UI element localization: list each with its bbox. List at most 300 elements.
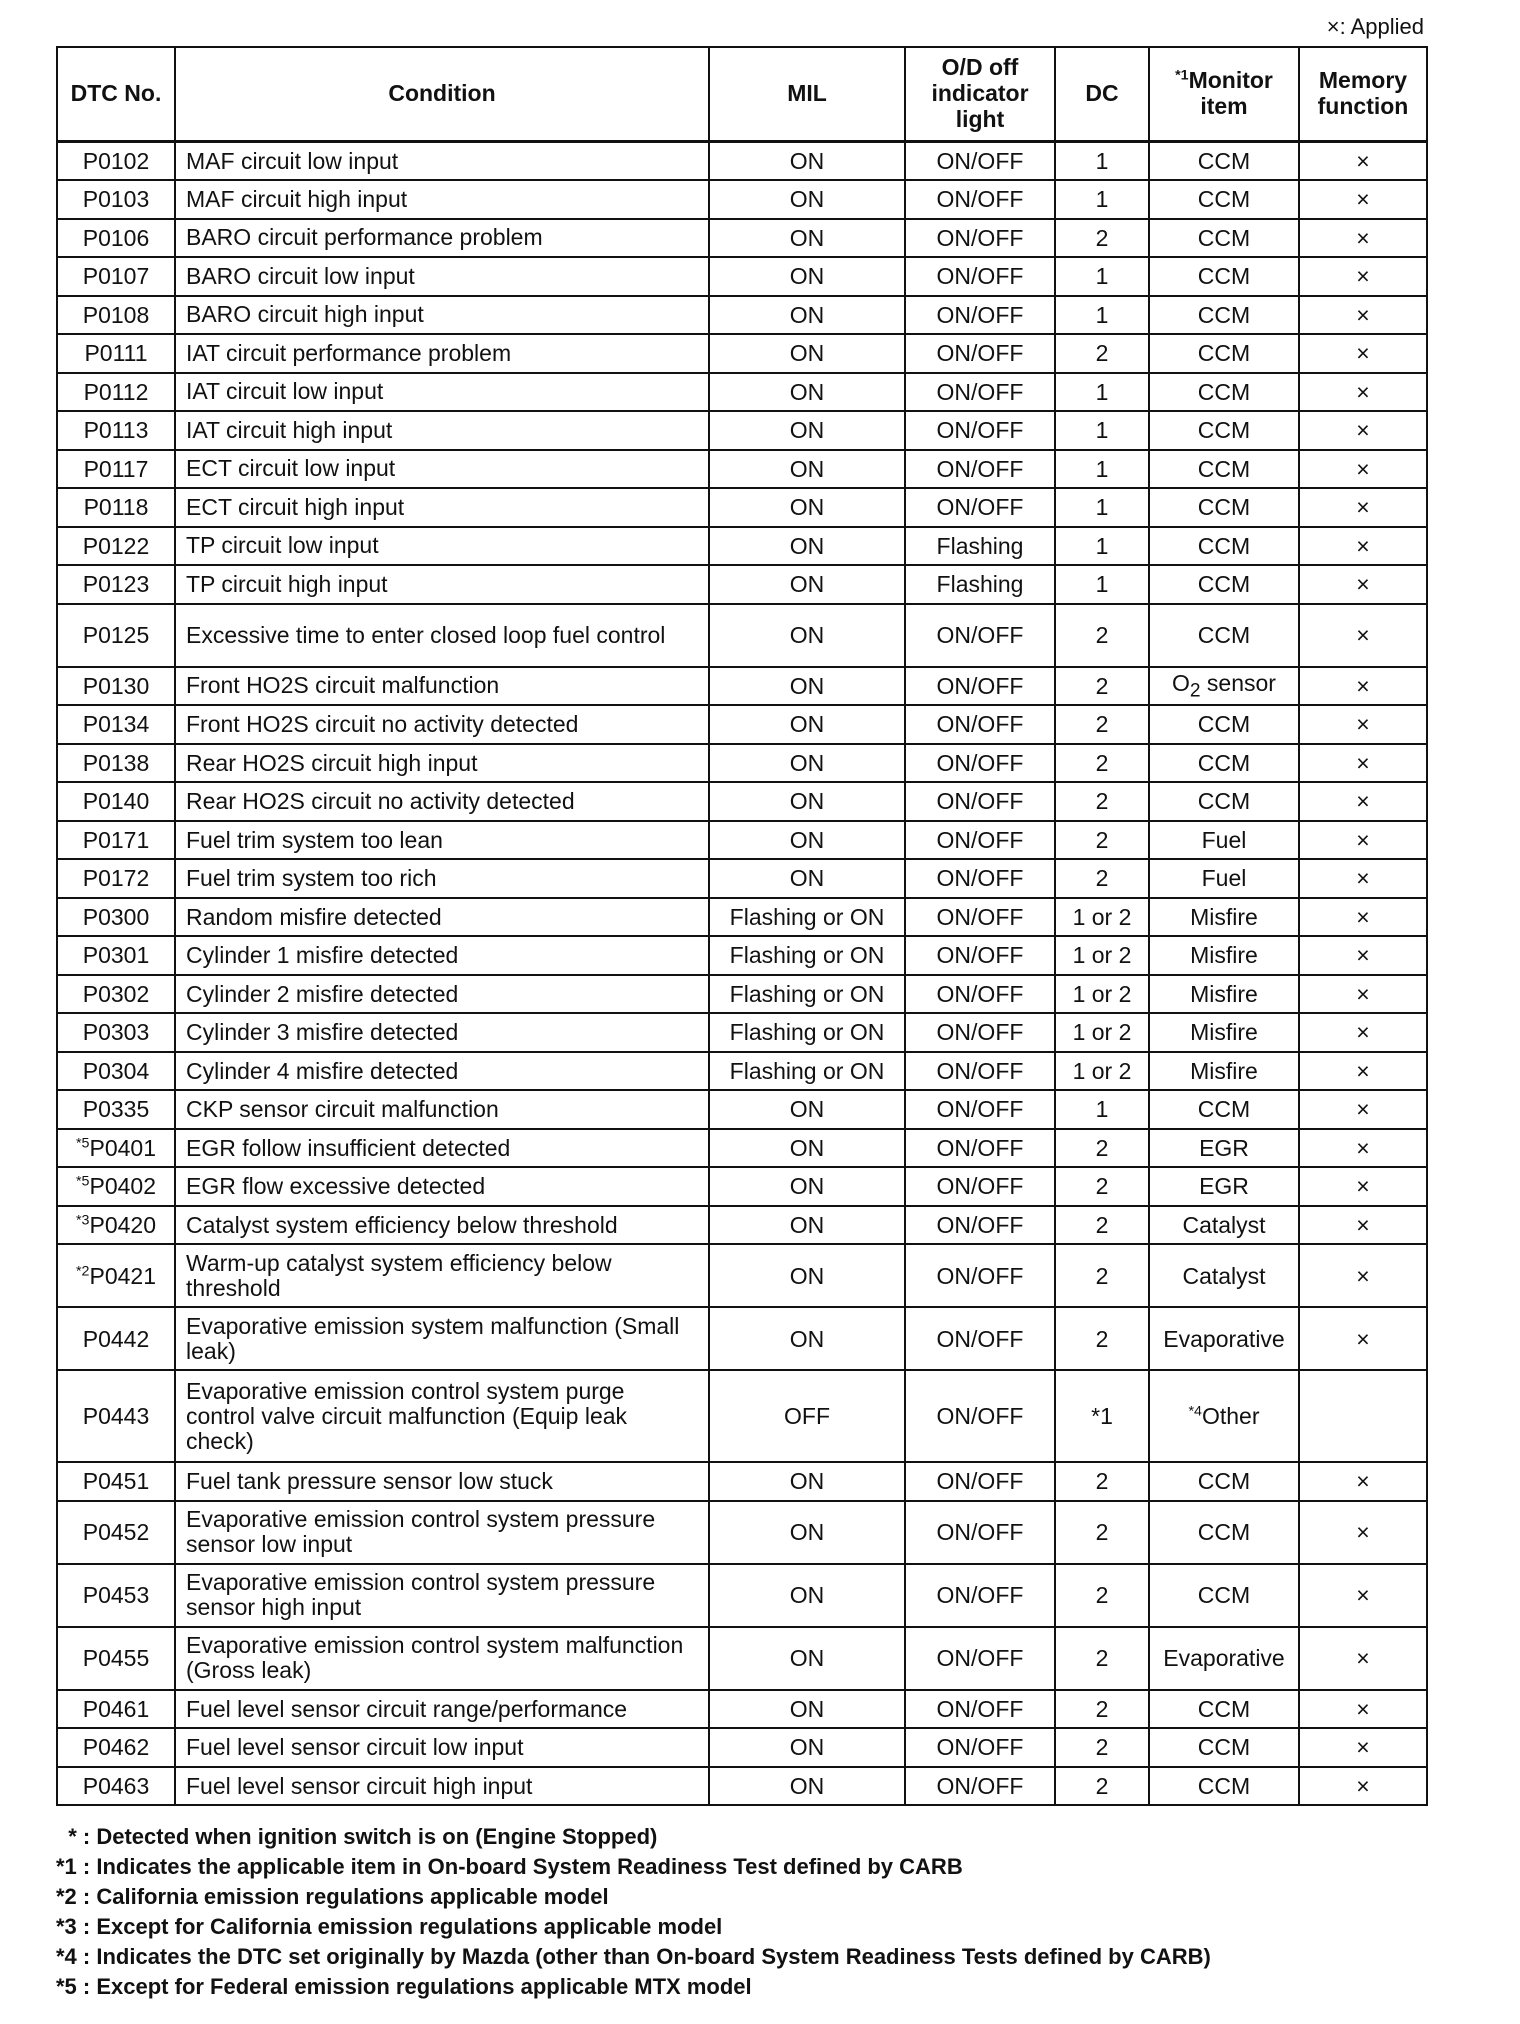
od-light-cell: ON/OFF: [905, 782, 1055, 821]
monitor-text: Evaporative: [1163, 1645, 1285, 1672]
dtc-cell: [57, 975, 175, 1014]
monitor-text: O: [1172, 669, 1190, 696]
memory-cell: ×: [1299, 1090, 1427, 1129]
footnote-key: *4: [56, 1944, 83, 1969]
dtc-cell: [57, 604, 175, 667]
memory-cell: ×: [1299, 1767, 1427, 1806]
monitor-text-suffix: sensor: [1200, 669, 1276, 696]
monitor-cell: [1149, 744, 1299, 783]
memory-cell: ×: [1299, 1627, 1427, 1690]
dtc-code: P0303: [82, 1019, 150, 1046]
table-row: [57, 1244, 1427, 1307]
memory-cell: ×: [1299, 1564, 1427, 1627]
dtc-code: P0122: [82, 532, 150, 559]
condition-cell: Random misfire detected: [175, 898, 709, 937]
memory-cell: ×: [1299, 1462, 1427, 1501]
dc-cell: 2: [1055, 1627, 1149, 1690]
applied-legend: ×: Applied: [1326, 14, 1424, 39]
od-light-cell: ON/OFF: [905, 604, 1055, 667]
dtc-code: P0113: [83, 417, 149, 444]
table-row: [57, 744, 1427, 783]
memory-cell: ×: [1299, 744, 1427, 783]
header-monitor-mark: *1: [1175, 67, 1189, 84]
mil-cell: ON: [709, 744, 905, 783]
memory-cell: ×: [1299, 1206, 1427, 1245]
memory-cell: ×: [1299, 1244, 1427, 1307]
dtc-cell: [57, 1728, 175, 1767]
dc-cell: 1 or 2: [1055, 975, 1149, 1014]
dtc-footnote-mark: *3: [76, 1212, 90, 1229]
footnote-line: [56, 1972, 1211, 2002]
od-light-cell: ON/OFF: [905, 1370, 1055, 1462]
monitor-text: Other: [1201, 1403, 1260, 1430]
condition-cell: Fuel level sensor circuit high input: [175, 1767, 709, 1806]
memory-cell: ×: [1299, 257, 1427, 296]
dtc-cell: [57, 1690, 175, 1729]
monitor-cell: [1149, 219, 1299, 258]
dc-cell: 2: [1055, 1307, 1149, 1370]
monitor-cell: [1149, 1370, 1299, 1462]
monitor-text: Fuel: [1201, 826, 1247, 853]
dtc-cell: [57, 219, 175, 258]
dtc-cell: [57, 744, 175, 783]
memory-cell: ×: [1299, 488, 1427, 527]
table-row: [57, 527, 1427, 566]
dtc-cell: [57, 565, 175, 604]
mil-cell: ON: [709, 1728, 905, 1767]
memory-cell: ×: [1299, 373, 1427, 412]
memory-cell: ×: [1299, 667, 1427, 706]
dtc-code: P0452: [82, 1519, 150, 1546]
memory-cell: ×: [1299, 1013, 1427, 1052]
monitor-text: CCM: [1197, 301, 1251, 328]
table-row: [57, 565, 1427, 604]
mil-cell: Flashing or ON: [709, 898, 905, 937]
table-row: [57, 705, 1427, 744]
dtc-cell: [57, 411, 175, 450]
table-row: [57, 450, 1427, 489]
mil-cell: ON: [709, 859, 905, 898]
condition-cell: BARO circuit performance problem: [175, 219, 709, 258]
monitor-text: CCM: [1197, 1772, 1251, 1799]
memory-cell: ×: [1299, 898, 1427, 937]
condition-cell: Cylinder 3 misfire detected: [175, 1013, 709, 1052]
od-light-cell: ON/OFF: [905, 1206, 1055, 1245]
footnote-line: [56, 1882, 1211, 1912]
table-row: [57, 821, 1427, 860]
mil-cell: ON: [709, 1167, 905, 1206]
monitor-cell: [1149, 821, 1299, 860]
monitor-cell: [1149, 1090, 1299, 1129]
od-light-cell: ON/OFF: [905, 744, 1055, 783]
mil-cell: ON: [709, 1206, 905, 1245]
od-light-cell: ON/OFF: [905, 1462, 1055, 1501]
dtc-code: P0172: [82, 865, 150, 892]
dtc-code: P0451: [82, 1468, 150, 1495]
footnote-line: [56, 1912, 1211, 1942]
monitor-text: CCM: [1197, 455, 1251, 482]
monitor-cell: [1149, 1564, 1299, 1627]
monitor-cell: [1149, 1307, 1299, 1370]
mil-cell: ON: [709, 373, 905, 412]
dc-cell: 2: [1055, 1206, 1149, 1245]
dtc-code: P0401: [89, 1134, 156, 1161]
monitor-cell: [1149, 1244, 1299, 1307]
dc-cell: 2: [1055, 859, 1149, 898]
monitor-cell: [1149, 1462, 1299, 1501]
monitor-cell: [1149, 604, 1299, 667]
monitor-text: Misfire: [1190, 942, 1258, 969]
mil-cell: ON: [709, 1244, 905, 1307]
condition-cell: Fuel trim system too rich: [175, 859, 709, 898]
dtc-cell: [57, 1129, 175, 1168]
monitor-text: CCM: [1197, 494, 1251, 521]
monitor-text: Catalyst: [1182, 1211, 1266, 1238]
monitor-text: Misfire: [1190, 1057, 1258, 1084]
mil-cell: ON: [709, 219, 905, 258]
monitor-text: CCM: [1197, 378, 1251, 405]
monitor-cell: [1149, 1129, 1299, 1168]
table-row: [57, 975, 1427, 1014]
footnote-key: *3: [56, 1914, 83, 1939]
od-light-cell: ON/OFF: [905, 1767, 1055, 1806]
mil-cell: ON: [709, 565, 905, 604]
dtc-code: P0442: [82, 1325, 150, 1352]
condition-cell: Fuel level sensor circuit low input: [175, 1728, 709, 1767]
monitor-cell: [1149, 782, 1299, 821]
dtc-code: P0302: [82, 980, 150, 1007]
dtc-code: P0461: [82, 1695, 150, 1722]
monitor-text: CCM: [1197, 749, 1251, 776]
memory-cell: ×: [1299, 1052, 1427, 1091]
dc-cell: 1: [1055, 488, 1149, 527]
monitor-text: CCM: [1197, 1519, 1251, 1546]
monitor-text: CCM: [1197, 788, 1251, 815]
monitor-cell: [1149, 373, 1299, 412]
monitor-cell: [1149, 1052, 1299, 1091]
memory-cell: ×: [1299, 1167, 1427, 1206]
od-light-cell: ON/OFF: [905, 898, 1055, 937]
condition-cell: CKP sensor circuit malfunction: [175, 1090, 709, 1129]
mil-cell: ON: [709, 667, 905, 706]
condition-cell: Evaporative emission system malfunction (Small leak): [175, 1307, 709, 1370]
dc-cell: 1 or 2: [1055, 898, 1149, 937]
dtc-cell: [57, 1013, 175, 1052]
monitor-cell: [1149, 257, 1299, 296]
condition-cell: Front HO2S circuit malfunction: [175, 667, 709, 706]
memory-cell: ×: [1299, 565, 1427, 604]
table-row: [57, 1167, 1427, 1206]
table-row: [57, 1627, 1427, 1690]
table-row: [57, 1462, 1427, 1501]
mil-cell: ON: [709, 1090, 905, 1129]
dtc-code: P0108: [82, 301, 150, 328]
dc-cell: 2: [1055, 1564, 1149, 1627]
header-od: O/D off indicator light: [905, 47, 1055, 142]
dtc-code: P0462: [82, 1734, 150, 1761]
header-monitor-label: Monitor item: [1188, 67, 1273, 119]
memory-cell: ×: [1299, 180, 1427, 219]
condition-cell: Evaporative emission control system pressure sensor high input: [175, 1564, 709, 1627]
table-row: [57, 782, 1427, 821]
dtc-cell: [57, 1627, 175, 1690]
condition-cell: Cylinder 4 misfire detected: [175, 1052, 709, 1091]
dtc-cell: [57, 1564, 175, 1627]
dc-cell: 1: [1055, 565, 1149, 604]
dtc-cell: [57, 705, 175, 744]
memory-cell: ×: [1299, 527, 1427, 566]
od-light-cell: Flashing: [905, 527, 1055, 566]
dtc-code: P0125: [82, 621, 150, 648]
monitor-cell: [1149, 334, 1299, 373]
dc-cell: 2: [1055, 705, 1149, 744]
condition-cell: IAT circuit performance problem: [175, 334, 709, 373]
dtc-cell: [57, 1244, 175, 1307]
memory-cell: ×: [1299, 604, 1427, 667]
monitor-text: CCM: [1197, 186, 1251, 213]
footnote-key: *1: [56, 1854, 83, 1879]
dc-cell: 1 or 2: [1055, 1013, 1149, 1052]
condition-cell: TP circuit low input: [175, 527, 709, 566]
dtc-code: P0112: [83, 378, 149, 405]
dc-cell: 2: [1055, 1767, 1149, 1806]
footnote-line: [56, 1852, 1211, 1882]
od-light-cell: ON/OFF: [905, 1690, 1055, 1729]
od-light-cell: ON/OFF: [905, 1052, 1055, 1091]
dc-cell: 1: [1055, 450, 1149, 489]
dtc-cell: [57, 859, 175, 898]
dtc-code: P0420: [89, 1211, 156, 1238]
dtc-code: P0106: [82, 224, 150, 251]
table-row: [57, 1767, 1427, 1806]
monitor-cell: [1149, 667, 1299, 706]
dtc-cell: [57, 1052, 175, 1091]
table-row: [57, 180, 1427, 219]
dtc-cell: [57, 782, 175, 821]
monitor-text: CCM: [1197, 621, 1251, 648]
dtc-cell: [57, 821, 175, 860]
od-light-cell: ON/OFF: [905, 296, 1055, 335]
table-row: [57, 936, 1427, 975]
footnote-text: : Except for California emission regulations applicable model: [82, 1914, 723, 1939]
dtc-code: P0301: [82, 942, 150, 969]
table-row: [57, 219, 1427, 258]
monitor-text: EGR: [1199, 1173, 1249, 1200]
mil-cell: ON: [709, 527, 905, 566]
monitor-text: Evaporative: [1163, 1325, 1285, 1352]
od-light-cell: ON/OFF: [905, 1244, 1055, 1307]
dtc-code: P0171: [82, 826, 150, 853]
monitor-cell: [1149, 411, 1299, 450]
table-row: [57, 334, 1427, 373]
table-row: [57, 257, 1427, 296]
monitor-text: CCM: [1197, 571, 1251, 598]
condition-cell: Cylinder 1 misfire detected: [175, 936, 709, 975]
monitor-cell: [1149, 527, 1299, 566]
od-light-cell: ON/OFF: [905, 1307, 1055, 1370]
dc-cell: 1 or 2: [1055, 936, 1149, 975]
memory-cell: ×: [1299, 296, 1427, 335]
mil-cell: ON: [709, 782, 905, 821]
monitor-cell: [1149, 936, 1299, 975]
dc-cell: 1: [1055, 180, 1149, 219]
dc-cell: 1: [1055, 257, 1149, 296]
memory-cell: ×: [1299, 1690, 1427, 1729]
mil-cell: ON: [709, 450, 905, 489]
dtc-code: P0103: [82, 186, 150, 213]
table-row: [57, 859, 1427, 898]
monitor-text: CCM: [1197, 224, 1251, 251]
dtc-code: P0421: [89, 1262, 156, 1289]
condition-cell: TP circuit high input: [175, 565, 709, 604]
dc-cell: 2: [1055, 744, 1149, 783]
table-row: [57, 1052, 1427, 1091]
dtc-code: P0402: [89, 1173, 156, 1200]
header-mil: MIL: [709, 47, 905, 142]
condition-cell: ECT circuit high input: [175, 488, 709, 527]
memory-cell: ×: [1299, 975, 1427, 1014]
condition-cell: Front HO2S circuit no activity detected: [175, 705, 709, 744]
dtc-cell: [57, 1501, 175, 1564]
monitor-cell: [1149, 1728, 1299, 1767]
dtc-footnote-mark: *5: [76, 1173, 90, 1190]
table-row: [57, 1564, 1427, 1627]
footnote-key: *2: [56, 1884, 83, 1909]
footnotes: [56, 1822, 1211, 2002]
od-light-cell: ON/OFF: [905, 1013, 1055, 1052]
footnote-key: *: [56, 1824, 83, 1849]
header-dtc: DTC No.: [57, 47, 175, 142]
condition-cell: IAT circuit low input: [175, 373, 709, 412]
dc-cell: 1: [1055, 1090, 1149, 1129]
monitor-cell: [1149, 898, 1299, 937]
dtc-cell: [57, 180, 175, 219]
mil-cell: ON: [709, 1129, 905, 1168]
monitor-cell: [1149, 859, 1299, 898]
header-memory: Memory function: [1299, 47, 1427, 142]
dtc-cell: [57, 1206, 175, 1245]
condition-cell: Fuel level sensor circuit range/performance: [175, 1690, 709, 1729]
monitor-cell: [1149, 1627, 1299, 1690]
dc-cell: 2: [1055, 1690, 1149, 1729]
dtc-cell: [57, 667, 175, 706]
dc-cell: 1: [1055, 527, 1149, 566]
condition-cell: EGR follow insufficient detected: [175, 1129, 709, 1168]
table-row: [57, 667, 1427, 706]
dtc-table: [56, 46, 1428, 1806]
footnote-line: [56, 1942, 1211, 1972]
dtc-code: P0140: [82, 788, 150, 815]
dtc-cell: [57, 1370, 175, 1462]
table-row: [57, 411, 1427, 450]
table-row: [57, 373, 1427, 412]
monitor-text: CCM: [1197, 532, 1251, 559]
table-row: [57, 1090, 1427, 1129]
dc-cell: 1: [1055, 411, 1149, 450]
mil-cell: ON: [709, 257, 905, 296]
condition-cell: EGR flow excessive detected: [175, 1167, 709, 1206]
table-body: [57, 142, 1427, 1806]
dc-cell: 1 or 2: [1055, 1052, 1149, 1091]
monitor-cell: [1149, 488, 1299, 527]
table-row: [57, 1206, 1427, 1245]
dtc-cell: [57, 1767, 175, 1806]
dc-cell: 2: [1055, 1462, 1149, 1501]
monitor-text: CCM: [1197, 340, 1251, 367]
memory-cell: ×: [1299, 936, 1427, 975]
od-light-cell: ON/OFF: [905, 667, 1055, 706]
dtc-code: P0123: [82, 571, 150, 598]
memory-cell: ×: [1299, 1129, 1427, 1168]
od-light-cell: ON/OFF: [905, 859, 1055, 898]
dtc-cell: [57, 1090, 175, 1129]
monitor-text: Misfire: [1190, 903, 1258, 930]
od-light-cell: ON/OFF: [905, 975, 1055, 1014]
table-row: [57, 1013, 1427, 1052]
table-row: [57, 604, 1427, 667]
dtc-code: P0117: [83, 455, 149, 482]
header-dc: DC: [1055, 47, 1149, 142]
od-light-cell: ON/OFF: [905, 219, 1055, 258]
memory-cell: [1299, 1370, 1427, 1462]
dtc-code: P0138: [82, 749, 150, 776]
footnote-line: [56, 1822, 1211, 1852]
mil-cell: ON: [709, 1690, 905, 1729]
od-light-cell: ON/OFF: [905, 334, 1055, 373]
condition-cell: Rear HO2S circuit no activity detected: [175, 782, 709, 821]
dtc-code: P0107: [82, 263, 150, 290]
od-light-cell: ON/OFF: [905, 1728, 1055, 1767]
dtc-cell: [57, 527, 175, 566]
dc-cell: 2: [1055, 604, 1149, 667]
footnote-text: : Indicates the DTC set originally by Mazda (other than On-board System Readiness Tests defined by CARB): [82, 1944, 1211, 1969]
dtc-code: P0453: [82, 1582, 150, 1609]
dtc-cell: [57, 450, 175, 489]
od-light-cell: ON/OFF: [905, 257, 1055, 296]
condition-cell: ECT circuit low input: [175, 450, 709, 489]
mil-cell: ON: [709, 1501, 905, 1564]
table-row: [57, 898, 1427, 937]
mil-cell: ON: [709, 1767, 905, 1806]
od-light-cell: ON/OFF: [905, 450, 1055, 489]
od-light-cell: ON/OFF: [905, 180, 1055, 219]
table-row: [57, 1307, 1427, 1370]
dtc-code: P0463: [82, 1772, 150, 1799]
footnote-key: *5: [56, 1974, 83, 1999]
dc-cell: 2: [1055, 1501, 1149, 1564]
monitor-text: Fuel: [1201, 865, 1247, 892]
condition-cell: Fuel tank pressure sensor low stuck: [175, 1462, 709, 1501]
memory-cell: ×: [1299, 142, 1427, 181]
monitor-cell: [1149, 142, 1299, 181]
dtc-cell: [57, 1167, 175, 1206]
dc-cell: *1: [1055, 1370, 1149, 1462]
monitor-cell: [1149, 1501, 1299, 1564]
monitor-text: CCM: [1197, 1734, 1251, 1761]
mil-cell: Flashing or ON: [709, 1013, 905, 1052]
od-light-cell: ON/OFF: [905, 488, 1055, 527]
od-light-cell: ON/OFF: [905, 936, 1055, 975]
dc-cell: 1: [1055, 296, 1149, 335]
mil-cell: Flashing or ON: [709, 975, 905, 1014]
monitor-cell: [1149, 975, 1299, 1014]
mil-cell: ON: [709, 1462, 905, 1501]
dtc-code: P0335: [82, 1096, 150, 1123]
condition-cell: BARO circuit low input: [175, 257, 709, 296]
memory-cell: ×: [1299, 1501, 1427, 1564]
mil-cell: ON: [709, 180, 905, 219]
mil-cell: ON: [709, 604, 905, 667]
